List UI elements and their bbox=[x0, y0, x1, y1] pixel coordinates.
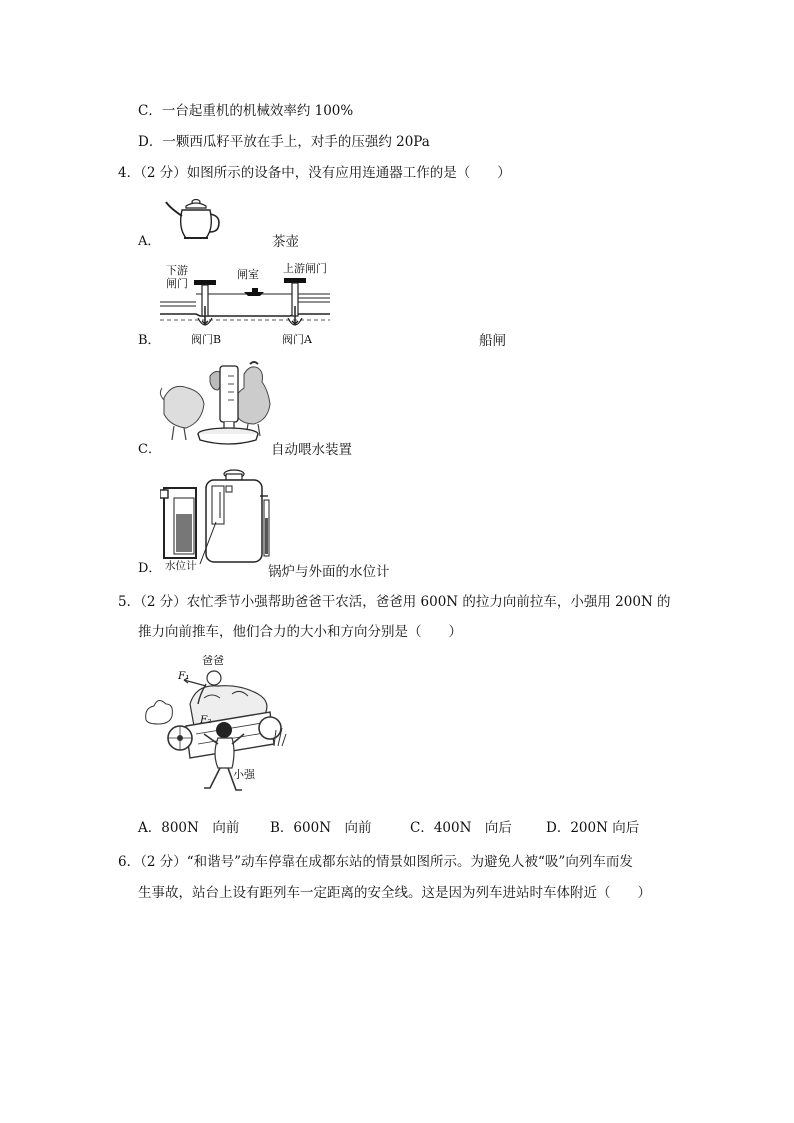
q4-option-a-label: A． bbox=[138, 234, 161, 249]
q4-option-c-label: C． bbox=[138, 442, 161, 457]
ship-lock-figure bbox=[160, 276, 340, 332]
downstream-gate-label: 下游 闸门 bbox=[166, 264, 188, 290]
q6-stem-line1: 6．（2 分）“和谐号”动车停靠在成都东站的情景如图所示。为避免人被“吸”向列车而发 bbox=[118, 854, 633, 870]
valve-b-label: 阀门B bbox=[191, 333, 222, 346]
q4-option-b-label: B． bbox=[138, 333, 161, 348]
lock-chamber-label: 闸室 bbox=[237, 268, 259, 281]
chicken-waterer-figure bbox=[158, 360, 276, 448]
q6-stem-line2: 生事故，站台上设有距列车一定距离的安全线。这是因为列车进站时车体附近（ ） bbox=[138, 885, 651, 901]
upstream-gate-label: 上游闸门 bbox=[283, 262, 327, 275]
q4-option-b-caption: 船闸 bbox=[479, 333, 506, 349]
q3-option-d: D．一颗西瓜籽平放在手上，对手的压强约 20Pa bbox=[138, 134, 430, 150]
boiler-figure bbox=[160, 466, 272, 572]
cart-figure bbox=[140, 664, 290, 804]
q5-option-d: D．200N 向后 bbox=[546, 820, 640, 836]
xiaoqiang-label: 小强 bbox=[233, 768, 255, 781]
q5-option-c: C．400N 向后 bbox=[410, 820, 512, 836]
water-gauge-label: 水位计 bbox=[165, 560, 197, 572]
q5-stem-line1: 5．（2 分）农忙季节小强帮助爸爸干农活，爸爸用 600N 的拉力向前拉车，小强用 200N 的 bbox=[118, 594, 671, 610]
q4-option-d-caption: 锅炉与外面的水位计 bbox=[268, 564, 390, 580]
valve-a-label: 阀门A bbox=[282, 333, 312, 346]
force-f1-label: F₁ bbox=[178, 670, 190, 682]
father-label: 爸爸 bbox=[202, 654, 224, 667]
q4-option-a-caption: 茶壶 bbox=[272, 234, 299, 250]
q5-option-a: A．800N 向前 bbox=[138, 820, 240, 836]
q3-option-c: C．一台起重机的机械效率约 100% bbox=[138, 103, 354, 119]
teapot-figure bbox=[164, 194, 224, 244]
q4-option-c-caption: 自动喂水装置 bbox=[271, 442, 352, 458]
force-f2-label: F₂ bbox=[200, 714, 212, 726]
q5-option-b: B．600N 向前 bbox=[270, 820, 372, 836]
q4-stem: 4．（2 分）如图所示的设备中，没有应用连通器工作的是（ ） bbox=[118, 165, 511, 181]
q4-option-d-label: D． bbox=[138, 561, 162, 576]
q5-stem-line2: 推力向前推车，他们合力的大小和方向分别是（ ） bbox=[138, 624, 462, 640]
